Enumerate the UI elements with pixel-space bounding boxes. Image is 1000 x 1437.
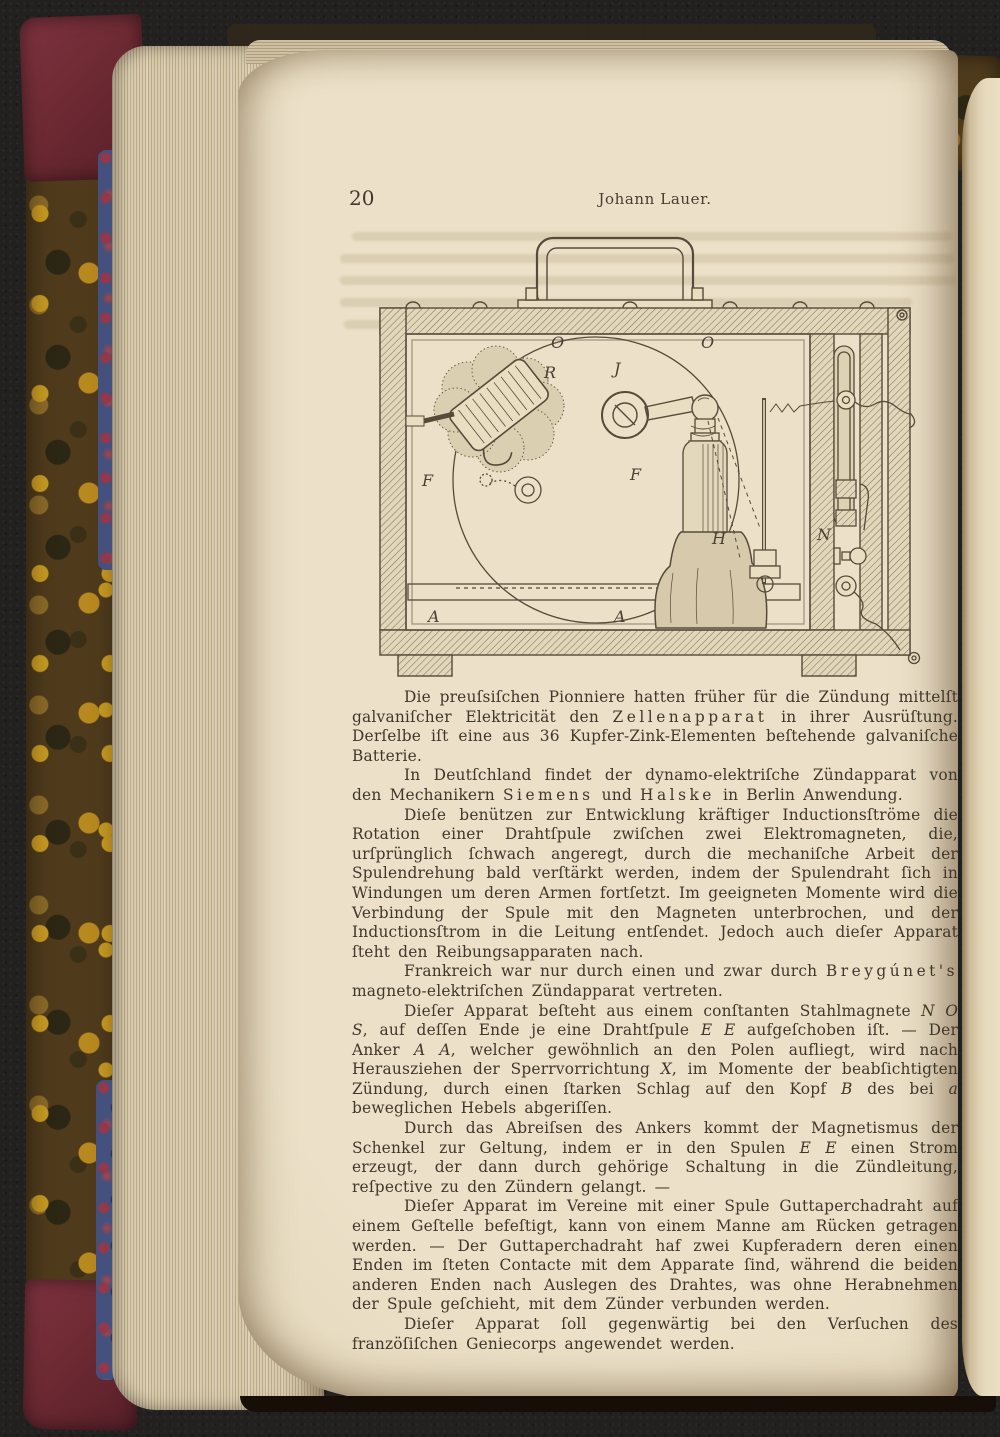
text-segment: Frankreich war nur durch einen und zwar durch xyxy=(404,962,826,981)
text-segment: B xyxy=(840,1079,853,1098)
text-segment: magneto-elektriſchen Zündapparat vertreten. xyxy=(352,981,723,1000)
label-a-right: A xyxy=(614,607,626,626)
text-segment: Dieſe benützen zur Entwicklung kräftiger Inductionsſtröme die Rotation einer Drahtſpule zwiſchen zwei Elektromagneten, die, urſprünglich ſchwach angeregt, durch die mechaniſche Arbeit der Spulendrehung bald verſtärkt werden, indem der Spulendraht ſich in Windungen um deren Armen fortſetzt. Im geeigneten Momente wird die Verbindung der Spule mit den Magneten unterbrochen, und der Inductionsſtrom in die Leitung entſendet. Jedoch auch dieſer Apparat ſteht den Reibungsapparaten nach. xyxy=(352,805,958,961)
text-segment: Durch das Abreiſsen des Ankers kommt der Magnetismus der Schenkel zur Geltung, indem er in den Spulen xyxy=(352,1119,958,1157)
text-segment: , auf deſſen Ende je eine Drahtſpule xyxy=(362,1021,701,1040)
facing-page-edge xyxy=(962,78,1000,1396)
text-segment: Dieſer Apparat beſteht aus einem conſtanten Stahlmagnete xyxy=(404,1001,922,1020)
label-o-left: O xyxy=(551,333,565,352)
text-segment: in Berlin Anwendung. xyxy=(714,785,903,804)
paragraph xyxy=(352,1119,958,1197)
carry-handle xyxy=(518,238,712,310)
text-segment: a xyxy=(948,1079,958,1098)
text-segment: Dieſer Apparat im Vereine mit einer Spule Guttaperchadraht auf einem Geſtelle befeſtigt, kann von einem Manne am Rücken getragen werden. — Der Guttaperchadraht haf zwei Kupferadern deren einen Enden im ſteten Contacte mit dem Apparate ſind, während die beiden anderen Enden nach Auslegen des Drahtes, was ohne Herabnehmen der Spule geſchieht, mit dem Zünder verbunden werden. xyxy=(352,1197,958,1314)
text-segment: aufgeſchoben iſt. — Der Anker xyxy=(352,1021,958,1059)
text-segment: , im Momente der beabſichtigten Zündung, durch einen ſtarken Schlag auf den Kopf xyxy=(352,1060,959,1098)
paragraph xyxy=(352,1002,958,1120)
label-n: N xyxy=(817,525,831,544)
text-segment: E E xyxy=(799,1138,837,1157)
text-segment: A A xyxy=(413,1040,451,1059)
paragraph xyxy=(352,806,958,963)
paragraph xyxy=(352,1315,958,1354)
text-segment: In Deutſchland findet der dynamo-elektriſche Zündapparat von den Mechanikern xyxy=(352,766,958,804)
text-segment: beweglichen Hebels abgeriſſen. xyxy=(352,1099,613,1118)
running-title: Johann Lauer. xyxy=(598,190,712,208)
text-segment: in ihrer Ausrüſtung. Derſelbe iſt eine aus 36 Kupfer-Zink-Elementen beſtehende galvaniſche Batterie. xyxy=(352,707,959,765)
text-segment: Dieſer Apparat ſoll gegenwärtig bei den Verſuchen des franzöſiſchen Geniecorps angewendet werden. xyxy=(352,1315,958,1353)
bottle-and-base xyxy=(655,419,767,628)
text-segment: Zellenapparat xyxy=(612,707,768,726)
paragraph xyxy=(352,688,958,766)
text-segment: Halske xyxy=(640,785,715,804)
text-segment: Die preuſsiſchen Pionniere hatten früher für die Zündung mittelſt galvaniſcher Elektricität den xyxy=(352,688,958,726)
paragraph xyxy=(352,766,958,805)
paragraph xyxy=(352,962,958,1001)
label-f-right: F xyxy=(630,465,642,484)
text-segment: einen Strom erzeugt, der dann durch gehörige Schaltung in die Zündleitung, reſpective zu den Zündern gelangt. — xyxy=(352,1138,959,1196)
text-segment: und xyxy=(593,785,641,804)
case-frame xyxy=(380,238,910,676)
text-segment: , welcher gewöhnlich an den Polen aufliegt, wird nach Herausziehen der Sperrvorrichtung xyxy=(352,1040,958,1079)
paragraph xyxy=(352,1197,958,1315)
text-segment: Breygúnet's xyxy=(825,962,958,981)
label-a-left: A xyxy=(428,607,440,626)
label-o-right: O xyxy=(701,333,715,352)
apparatus-figure xyxy=(368,228,924,686)
label-f-left: F xyxy=(422,471,434,490)
body-paragraphs xyxy=(352,688,958,1354)
text-segment: E E xyxy=(700,1021,736,1040)
page-bottom-shadow xyxy=(240,1396,996,1412)
label-h: H xyxy=(712,529,726,548)
text-segment: N O S xyxy=(352,1001,959,1040)
label-j: J xyxy=(614,359,621,378)
text-segment: Siemens xyxy=(502,785,594,804)
text-segment: X xyxy=(660,1060,672,1079)
text-segment: des bei xyxy=(852,1079,949,1098)
brush-coil-assembly xyxy=(406,346,566,473)
label-r: R xyxy=(544,363,557,382)
apparatus-engraving xyxy=(368,228,924,686)
page-number: 20 xyxy=(349,186,375,210)
